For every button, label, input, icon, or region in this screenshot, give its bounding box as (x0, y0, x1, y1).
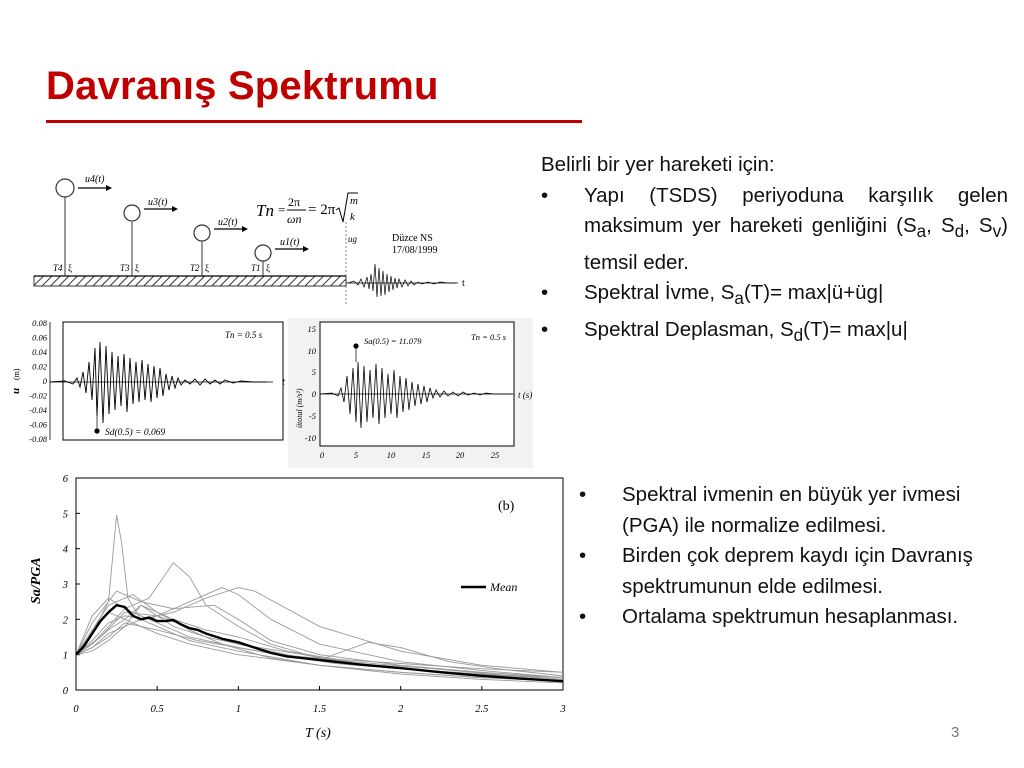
bullet-symbol: • (579, 605, 587, 628)
disp-y-ticks (29, 318, 47, 443)
oscillator-3 (120, 197, 178, 276)
y-tick-label: 1 (62, 650, 68, 662)
acc-xlabel: t (s) (518, 390, 533, 400)
x-tick-label: 3 (560, 704, 566, 715)
T2-label: T2 (190, 263, 200, 273)
displacement-plot (5, 318, 300, 443)
svg-text:-0.02: -0.02 (29, 390, 47, 401)
acc-tn-label: Tn = 0.5 s (471, 332, 507, 342)
ground-motion-trace (348, 264, 456, 297)
acc-peak-label: Sa(0.5) = 11.079 (364, 336, 422, 346)
bullet-symbol: • (541, 281, 549, 305)
u1-label: u1(t) (280, 237, 300, 248)
svg-text:15: 15 (307, 324, 316, 334)
slide-title: Davranış Spektrumu (46, 64, 439, 108)
xi-4: ξ (68, 263, 73, 273)
oscillator-1 (251, 237, 309, 276)
svg-text:10: 10 (307, 346, 316, 356)
svg-text:0.02: 0.02 (32, 361, 47, 372)
x-tick-label: 2 (398, 704, 404, 715)
y-tick-label: 0 (62, 686, 68, 697)
xi-2: ξ (205, 263, 210, 273)
acceleration-plot (288, 318, 540, 468)
svg-text:5: 5 (353, 450, 359, 460)
y-tick-label: 3 (62, 580, 68, 591)
T1-label: T1 (251, 263, 261, 273)
svg-text:0.08: 0.08 (32, 318, 47, 328)
disp-ylabel: u (10, 387, 22, 394)
panel-label: (b) (498, 499, 515, 514)
x-tick-label: 2.5 (475, 704, 489, 715)
disp-tn-label: Tn = 0.5 s (225, 330, 263, 340)
formula-den: ωn (287, 212, 302, 226)
y-tick-label: 4 (62, 544, 68, 556)
svg-text:-5: -5 (308, 411, 316, 421)
x-tick-label: 1 (235, 704, 241, 715)
u2-label: u2(t) (218, 217, 238, 228)
disp-xlabel: t (282, 376, 286, 388)
bullet-symbol: • (579, 544, 587, 567)
u3-label: u3(t) (148, 197, 168, 208)
bullet-item: • Yapı (TSDS) periyoduna karşılık gelen maksimum yer hareketi genliğini ($S_a$, $S_d$, $S_v$) temsil eder. (541, 181, 1008, 279)
formula-rhs: = 2π (308, 202, 336, 218)
legend-mean-label: Mean (490, 580, 518, 594)
record-name: Düzce NS (392, 233, 433, 244)
bullet-item: • Spektral ivmenin en büyük yer ivmesi (PGA) ile normalize edilmesi. (579, 480, 1009, 541)
x-tick-label: 0 (73, 704, 79, 715)
spectrum-xlabel: T (s) (305, 726, 331, 741)
svg-text:0: 0 (311, 389, 316, 399)
record-time-label: t (462, 278, 465, 289)
T4-label: T4 (53, 263, 63, 273)
svg-text:0: 0 (42, 376, 47, 386)
x-tick-label: 1.5 (312, 704, 327, 715)
svg-text:-0.04: -0.04 (29, 405, 47, 415)
disp-peak-label: Sd(0.5) = 0.069 (105, 428, 166, 438)
period-formula (256, 193, 358, 226)
bullet-item: • Spektral İvme, $S_a(T)=$ max|ü+üg| (541, 278, 1008, 315)
formula-num: 2π (288, 195, 301, 209)
acc-ylabel: ütotal (m/s²) (295, 388, 304, 428)
formula-lhs: Tn (256, 201, 274, 220)
svg-text:25: 25 (490, 450, 500, 460)
y-tick-label: 5 (62, 509, 68, 521)
bullet-symbol: • (541, 183, 549, 207)
u4-label: u4(t) (85, 174, 105, 185)
svg-text:0.04: 0.04 (32, 347, 47, 357)
svg-text:0: 0 (319, 450, 325, 460)
disp-yunit: (m) (12, 368, 21, 380)
y-tick-label: 6 (62, 474, 68, 485)
intro-text-block (541, 150, 1008, 351)
T3-label: T3 (120, 263, 130, 273)
bullet-item: • Birden çok deprem kaydı için Davranış spektrumunun elde edilmesi. (579, 541, 1009, 602)
xi-1: ξ (266, 263, 271, 273)
ground-hatch (34, 276, 346, 286)
oscillator-4 (53, 174, 112, 276)
svg-text:=: = (278, 202, 286, 217)
oscillator-2 (190, 217, 248, 276)
oscillator-diagram (30, 170, 480, 305)
spectrum-chart (18, 470, 573, 745)
page-number: 3 (951, 724, 960, 741)
spectrum-ylabel: Sa/PGA (29, 557, 44, 604)
formula-sqrt-top: m (350, 195, 358, 207)
x-tick-label: 0.5 (150, 704, 164, 715)
svg-text:-0.06: -0.06 (29, 419, 47, 430)
xi-3: ξ (135, 263, 140, 273)
svg-text:5: 5 (311, 367, 316, 377)
svg-text:-10: -10 (304, 433, 316, 443)
y-tick-label: 2 (62, 615, 68, 627)
ug-label: ug (348, 234, 357, 244)
intro-line: Belirli bir yer hareketi için: (541, 153, 775, 176)
title-underline (46, 120, 582, 123)
spectrum-notes-block (579, 480, 1009, 633)
bullet-symbol: • (541, 317, 549, 341)
svg-text:10: 10 (386, 450, 396, 460)
bullet-item: • Spektral Deplasman, $S_d(T)= \max|u|$ (541, 315, 1008, 352)
formula-sqrt-bot: k (350, 211, 355, 223)
svg-text:15: 15 (421, 450, 431, 460)
svg-text:0.06: 0.06 (32, 332, 47, 343)
record-date: 17/08/1999 (392, 245, 438, 256)
svg-text:20: 20 (455, 450, 465, 460)
bullet-symbol: • (579, 483, 587, 506)
bullet-item: • Ortalama spektrumun hesaplanması. (579, 602, 1009, 633)
svg-text:-0.08: -0.08 (29, 434, 47, 443)
